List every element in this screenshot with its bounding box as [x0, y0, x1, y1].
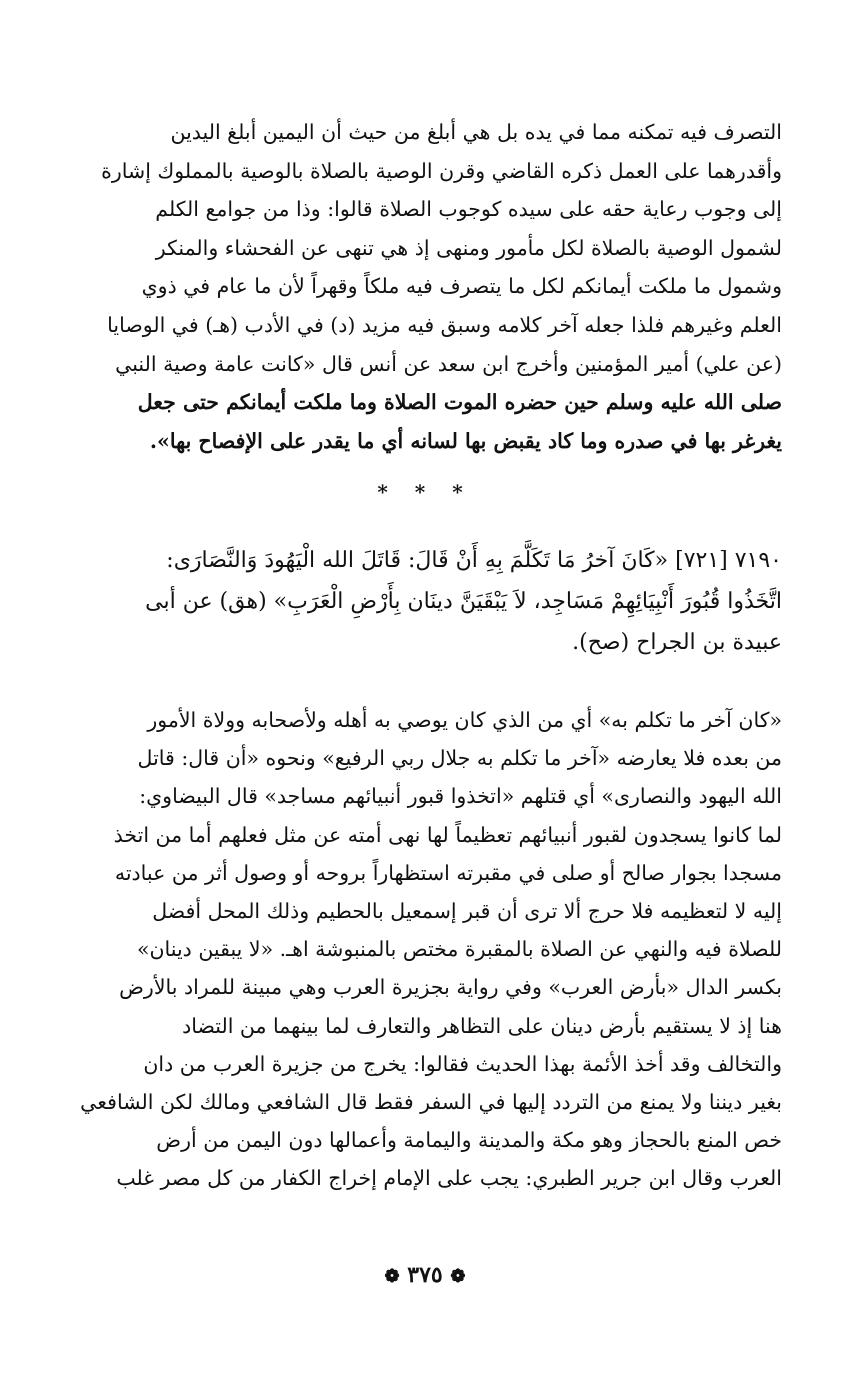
text-line: هنا إذ لا يستقيم بأرض دينان على التظاهر والتعارف لما بينهما من التضاد: [182, 1013, 782, 1038]
text-line: لشمول الوصية بالصلاة لكل مأمور ومنهى إذ هي تنهى عن الفحشاء والمنكر: [155, 235, 782, 260]
ornament-left-icon: ❁: [450, 1266, 466, 1287]
page-number-value: ٣٧٥: [407, 1262, 443, 1288]
text-line: خص المنع بالحجاز وهو مكة والمدينة واليمامة وأعمالها دون اليمن من أرض: [156, 1128, 782, 1153]
text-line: «كان آخر ما تكلم به» أي من الذي كان يوصي به أهله ولأصحابه وولاة الأمور: [147, 708, 782, 732]
hadith-line: اتَّخَذُوا قُبُورَ أَنْبِيَائِهِمْ مَسَاجِد، لاَ يَبْقَيَنَّ دينَان بِأَرْضِ الْعَرَبِ» (هق) عن أبى: [145, 589, 782, 614]
text-line: لما كانوا يسجدون لقبور أنبيائهم تعظيماً لها نهى أمته عن مثل فعلهم أما من اتخذ: [113, 822, 782, 847]
text-line: (عن علي) أمير المؤمنين وأخرج ابن سعد عن أنس قال «كانت عامة وصية النبي: [115, 351, 782, 376]
text-line: العرب وقال ابن جرير الطبري: يجب على الإمام إخراج الكفار من كل مصر غلب: [116, 1166, 782, 1191]
text-line: وأقدرهما على العمل ذكره القاضي وقرن الوصية بالصلاة بالوصية بالمملوك إشارة: [101, 158, 782, 183]
text-line: وشمول ما ملكت أيمانكم لكل ما يتصرف فيه ملكاً وقهراً لأن ما عام في ذوي: [141, 274, 782, 299]
text-line-quote: صلى الله عليه وسلم حين حضره الموت الصلاة وما ملكت أيمانكم حتى جعل: [137, 390, 782, 415]
hadith-line: ٧١٩٠ [٧٢١] «كَانَ آخرُ مَا تَكَلَّمَ بِهِ أَنْ قَالَ: قَاتَلَ الله الْيَهُودَ وَالنَّصَارَى:: [166, 548, 782, 573]
text-line: إلى وجوب رعاية حقه على سيده كوجوب الصلاة قالوا: وذا من جوامع الكلم: [155, 197, 782, 222]
page-number: [0, 1262, 850, 1288]
commentary-paragraph-top: [78, 113, 782, 460]
text-line: والتخالف وقد أخذ الأئمة بهذا الحديث فقالوا: يخرج من جزيرة العرب من دان: [143, 1051, 782, 1076]
text-line: للصلاة فيه والنهي عن الصلاة بالمقبرة مختص بالمنبوشة اهـ. «لا يبقين دينان»: [136, 937, 782, 962]
text-line: إليه لا لتعظيمه فلا حرج ألا ترى أن قبر إسمعيل بالحطيم وذلك المحل أفضل: [152, 898, 782, 923]
hadith-text: [78, 540, 782, 663]
hadith-line: عبيدة بن الجراح (صح).: [572, 630, 782, 655]
text-line-quote: يغرغر بها في صدره وما كاد يقبض بها لسانه أي ما يقدر على الإفصاح بها».: [149, 428, 782, 453]
text-line: العلم وغيرهم فلذا جعله آخر كلامه وسبق فيه مزيد (د) في الأدب (هـ) في الوصايا: [107, 312, 782, 337]
ornament-right-icon: ❁: [384, 1266, 400, 1287]
text-line: من بعده فلا يعارضه «آخر ما تكلم به جلال ربي الرفيع» ونحوه «أن قال: قاتل: [137, 746, 782, 771]
commentary-paragraph-main: [78, 701, 782, 1197]
text-line: التصرف فيه تمكنه مما في يده بل هي أبلغ من حيث أن اليمين أبلغ اليدين: [170, 120, 782, 144]
text-line: بغير ديننا ولا يمنع من التردد إليها في السفر فقط قال الشافعي ومالك لكن الشافعي: [80, 1089, 782, 1114]
text-line: الله اليهود والنصارى» أي قتلهم «اتخذوا قبور أنبيائهم مساجد» قال البيضاوي:: [139, 784, 782, 809]
text-line: بكسر الدال «بأرض العرب» وفي رواية بجزيرة العرب وهي مبينة للمراد بالأرض: [119, 975, 782, 1000]
text-line: مسجدا بجوار صالح أو صلى في مقبرته استظهاراً بروحه أو وصول أثر من عبادته: [114, 860, 782, 885]
section-separator: * * *: [377, 480, 473, 504]
